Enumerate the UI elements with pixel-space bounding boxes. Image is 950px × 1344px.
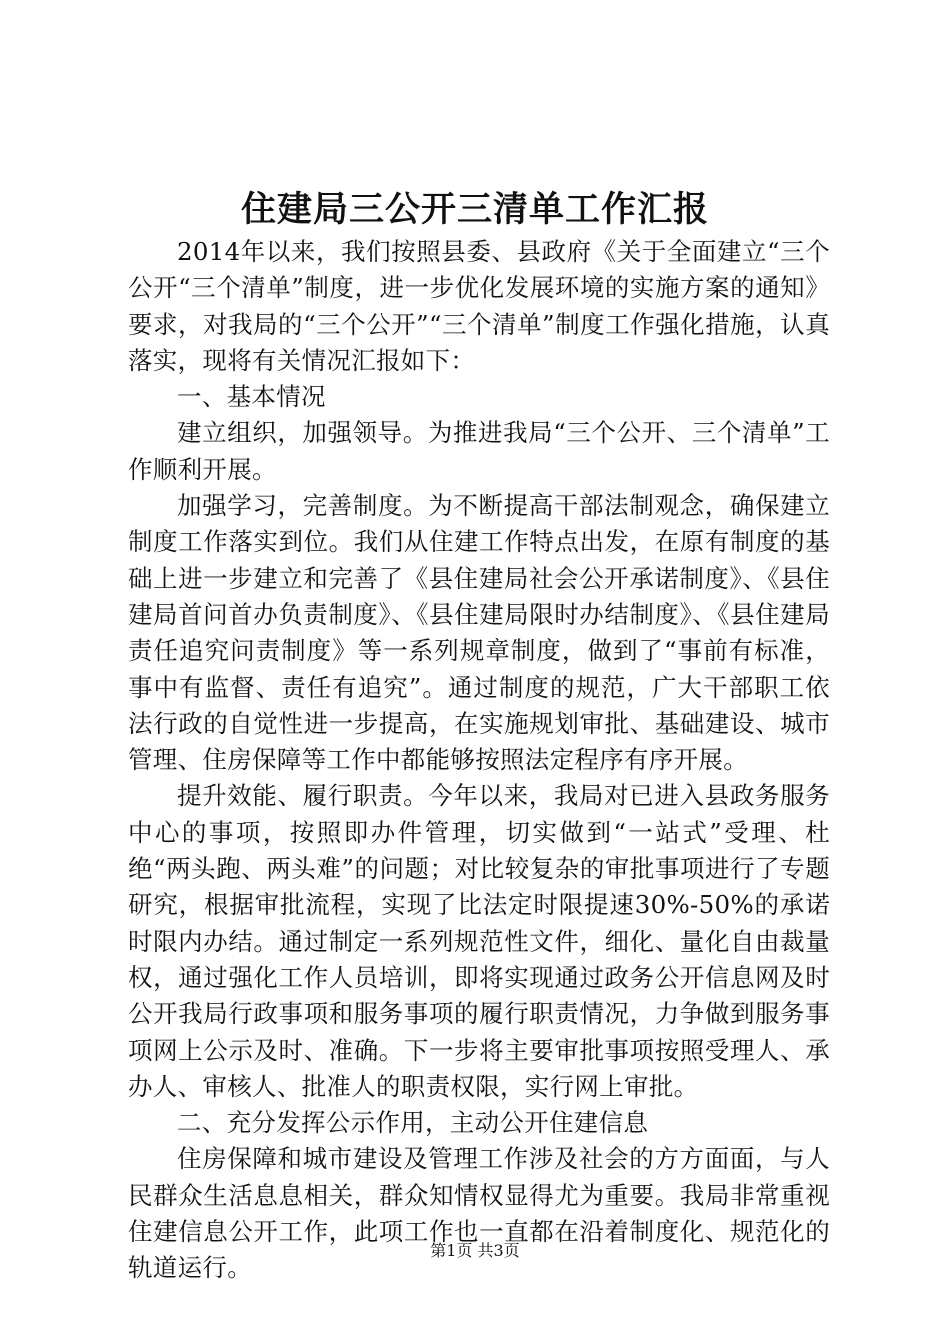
paragraph-efficiency: 提升效能、履行职责。今年以来，我局对已进入县政务服务中心的事项，按照即办件管理，切实做到“一站式”受理、杜绝“两头跑、两头难”的问题；对比较复杂的审批事项进行了专题研究，根据审批流程，实现了比法定时限提速30%-50%的承诺时限内办结。通过制定一系列规范性文件，细化、量化自由裁量权，通过强化工作人员培训，即将实现通过政务公开信息网及时公开我局行政事项和服务事项的履行职责情况，力争做到服务事项网上公示及时、准确。下一步将主要审批事项按照受理人、承办人、审核人、批准人的职责权限，实行网上审批。 <box>128 781 830 1101</box>
document-title: 住建局三公开三清单工作汇报 <box>240 189 709 230</box>
paragraph-organization: 建立组织，加强领导。为推进我局“三个公开、三个清单”工作顺利开展。 <box>128 418 830 484</box>
paragraph-housing: 住房保障和城市建设及管理工作涉及社会的方方面面，与人民群众生活息息相关，群众知情权显得尤为重要。我局非常重视住建信息公开工作，此项工作也一直都在沿着制度化、规范化的轨道运行。 <box>128 1144 830 1283</box>
page-footer: 第1页 共3页 <box>430 1241 520 1260</box>
paragraph-study-system: 加强学习，完善制度。为不断提高干部法制观念，确保建立制度工作落实到位。我们从住建工作特点出发，在原有制度的基础上进一步建立和完善了《县住建局社会公开承诺制度》、《县住建局首问首办负责制度》、《县住建局限时办结制度》、《县住建局责任追究问责制度》等一系列规章制度，做到了“事前有标准，事中有监督、责任有追究”。通过制度的规范，广大干部职工依法行政的自觉性进一步提高，在实施规划审批、基础建设、城市管理、住房保障等工作中都能够按照法定程序有序开展。 <box>128 491 831 775</box>
section-heading-publicity: 二、充分发挥公示作用，主动公开住建信息 <box>177 1108 649 1138</box>
section-heading-basic: 一、基本情况 <box>177 382 326 412</box>
document-body <box>128 234 830 1287</box>
intro-paragraph: 2014年以来，我们按照县委、县政府《关于全面建立“三个公开“三个清单”制度，进一步优化发展环境的实施方案的通知》要求，对我局的“三个公开”“三个清单”制度工作强化措施，认真落实，现将有关情况汇报如下： <box>128 237 830 375</box>
